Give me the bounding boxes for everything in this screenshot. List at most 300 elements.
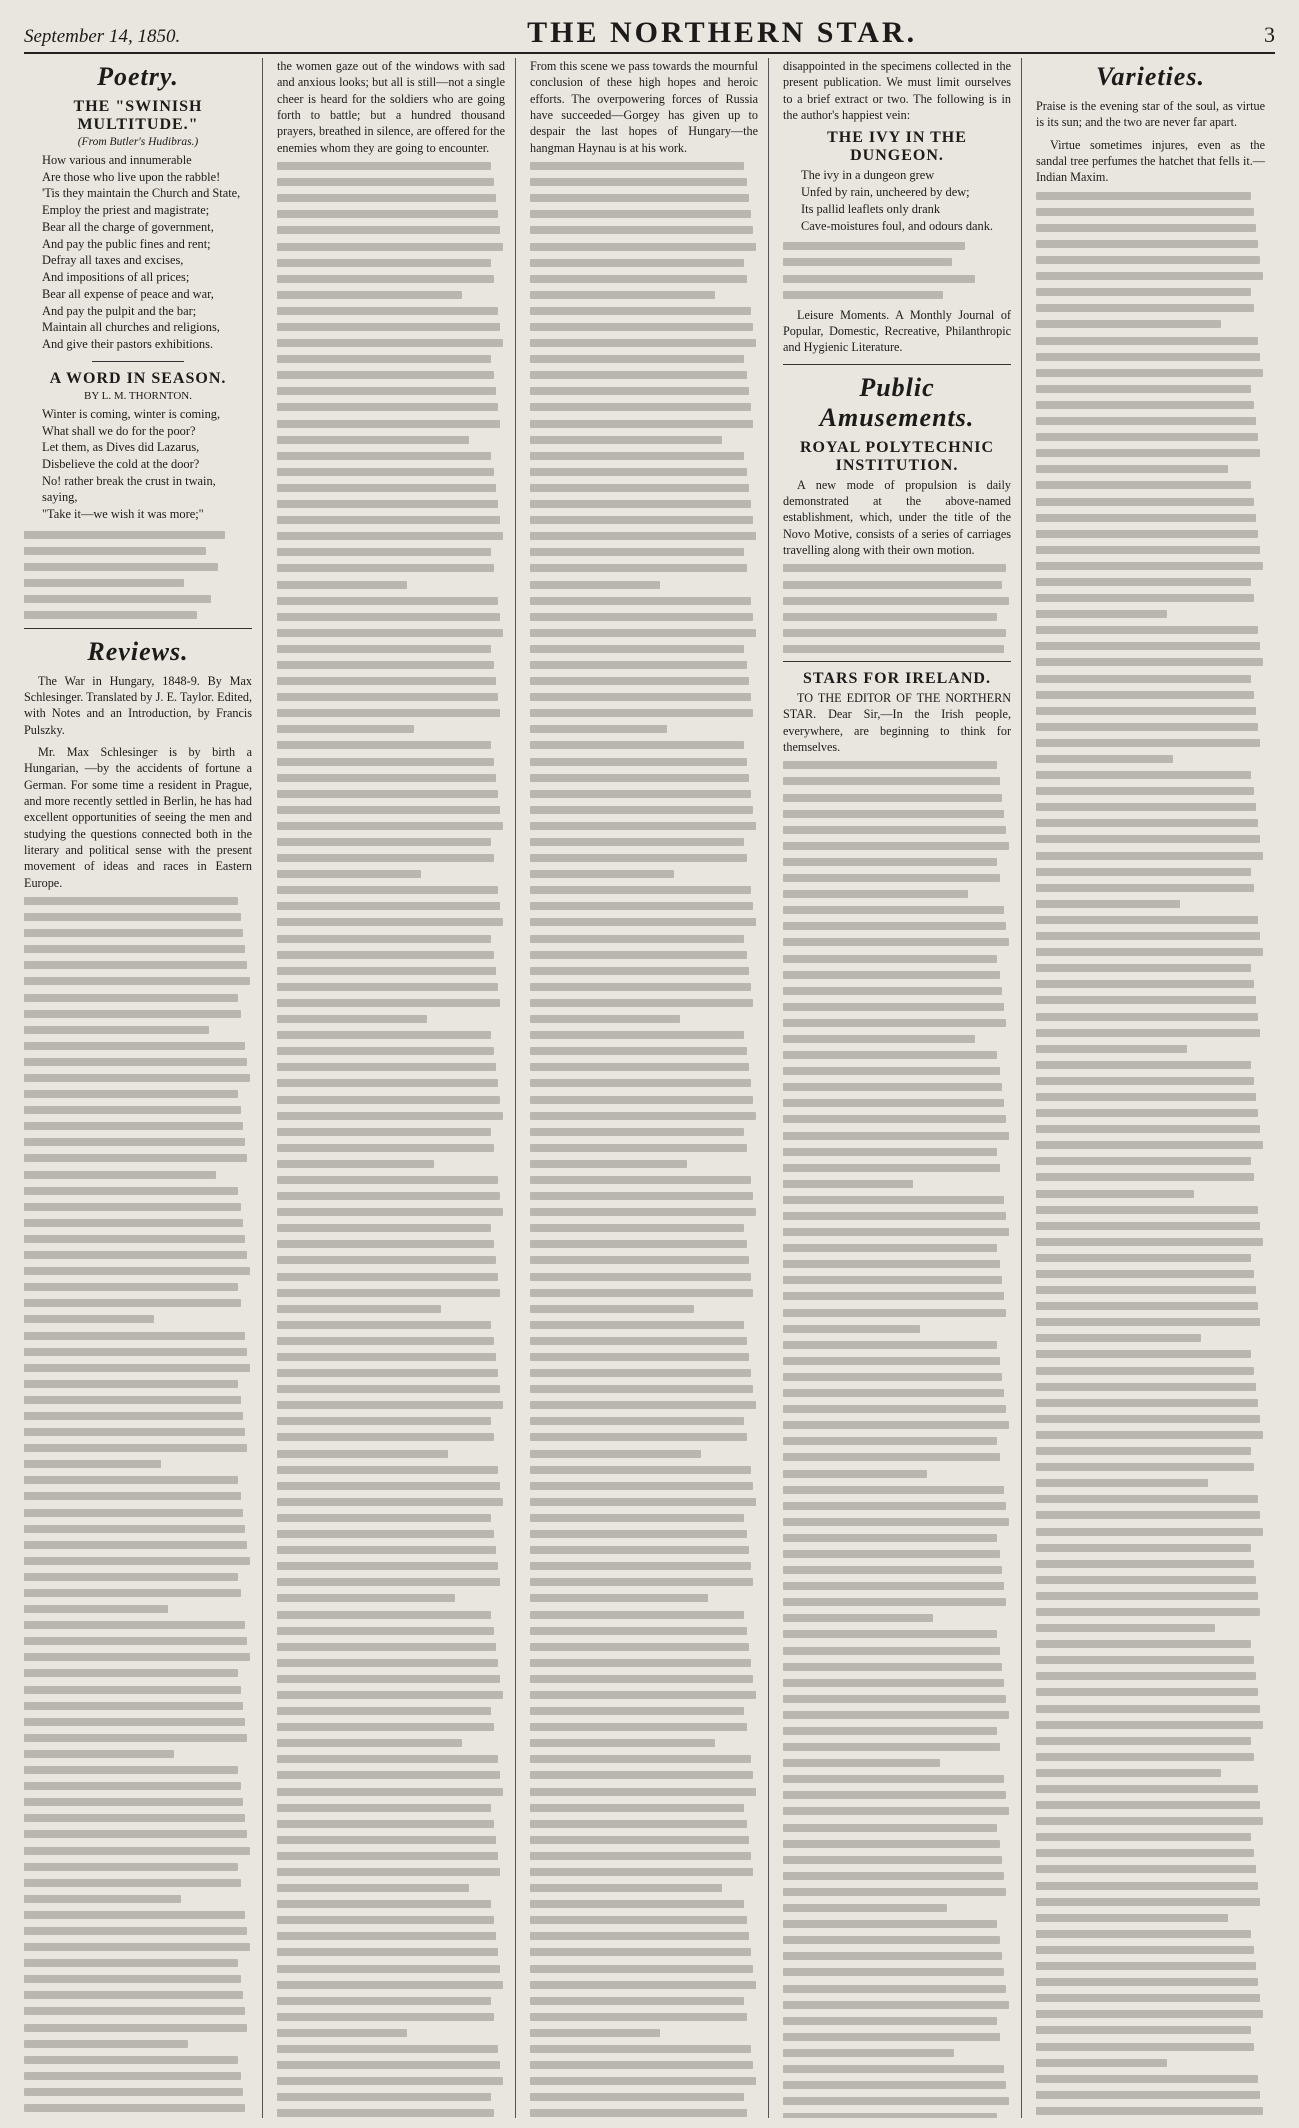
poem-source: (From Butler's Hudibras.) xyxy=(77,136,199,148)
text-line xyxy=(277,275,494,283)
text-line xyxy=(24,1235,245,1243)
text-line xyxy=(277,1884,469,1892)
text-line xyxy=(530,1755,751,1763)
text-line xyxy=(24,1058,247,1066)
poem-body: Winter is coming, winter is coming, What shall we do for the poor? Let them, as Dives did Lazarus, Disbelieve the cold at the door? No! rather break the crust in twain, saying, "Take it—we wish it was more;" xyxy=(42,406,221,522)
text-line xyxy=(277,597,498,605)
text-line xyxy=(1036,1833,1251,1841)
text-line xyxy=(783,1228,1009,1236)
text-line xyxy=(530,1562,751,1570)
text-line xyxy=(24,1396,241,1404)
text-line xyxy=(530,1337,747,1345)
text-line xyxy=(277,918,503,926)
text-line xyxy=(530,355,744,363)
text-line xyxy=(1036,1688,1258,1696)
text-line xyxy=(277,1691,503,1699)
text-line xyxy=(783,1759,940,1767)
text-line xyxy=(277,1965,500,1973)
text-line xyxy=(783,1212,1006,1220)
text-line xyxy=(24,1364,250,1372)
text-line xyxy=(530,243,756,251)
text-line xyxy=(24,2007,245,2015)
text-line xyxy=(277,1353,496,1361)
text-line xyxy=(530,1482,753,1490)
text-line xyxy=(277,758,494,766)
text-line xyxy=(1036,723,1258,731)
text-line xyxy=(277,1611,491,1619)
letter-body: TO THE EDITOR OF THE NORTHERN STAR. Dear Sir,—In the Irish people, everywhere, are beginning to think for themselves. xyxy=(783,691,1011,755)
text-line xyxy=(1036,433,1258,441)
text-line xyxy=(530,1965,753,1973)
text-line xyxy=(277,1063,496,1071)
text-line xyxy=(277,1321,491,1329)
text-line xyxy=(277,1739,462,1747)
text-line xyxy=(277,1417,491,1425)
text-line xyxy=(24,1879,241,1887)
text-line xyxy=(783,1985,1006,1993)
text-line xyxy=(783,1872,1004,1880)
text-line xyxy=(530,1868,753,1876)
text-line xyxy=(1036,369,1263,377)
text-line xyxy=(277,1337,494,1345)
text-line xyxy=(530,1932,749,1940)
text-line xyxy=(1036,2091,1260,2099)
text-line xyxy=(1036,385,1251,393)
text-line xyxy=(783,1019,1006,1027)
poem-continued-text xyxy=(783,242,1011,298)
section-heading-varieties: Varieties. xyxy=(1096,62,1205,91)
text-line xyxy=(1036,2043,1254,2051)
text-line xyxy=(530,725,667,733)
text-line xyxy=(277,886,498,894)
text-line xyxy=(277,307,498,315)
text-line xyxy=(530,1514,744,1522)
text-line xyxy=(530,1884,722,1892)
text-line xyxy=(530,709,753,717)
text-line xyxy=(277,1498,503,1506)
text-line xyxy=(530,1031,744,1039)
text-line xyxy=(277,1643,496,1651)
text-line xyxy=(530,967,749,975)
text-line xyxy=(1036,1286,1256,1294)
text-line xyxy=(24,1943,250,1951)
text-line xyxy=(783,1647,1000,1655)
text-line xyxy=(530,1385,753,1393)
text-line xyxy=(1036,1431,1263,1439)
text-line xyxy=(277,1160,434,1168)
text-line xyxy=(277,1948,498,1956)
article-body: the women gaze out of the windows with sad and anxious looks; but all is still—not a single cheer is heard for the soldiers who are going forth to battle; but a hundred thousand prayers, breathed in silence, are offered for the enemies whom they are going to encounter. xyxy=(277,59,505,155)
text-line xyxy=(1036,562,1263,570)
text-line xyxy=(1036,1785,1258,1793)
text-line xyxy=(783,1132,1009,1140)
variety-item: Virtue sometimes injures, even as the sandal tree perfumes the hatchet that fells it.—Indian Maxim. xyxy=(1036,137,1265,185)
text-line xyxy=(277,1096,500,1104)
text-line xyxy=(530,758,747,766)
text-line xyxy=(277,902,500,910)
text-line xyxy=(277,2045,498,2053)
text-line xyxy=(1036,1946,1254,1954)
text-line xyxy=(24,1348,247,1356)
text-line xyxy=(277,178,494,186)
text-line xyxy=(1036,1721,1263,1729)
text-line xyxy=(24,2024,247,2032)
divider xyxy=(92,361,183,362)
text-line xyxy=(783,906,1004,914)
text-line xyxy=(277,1868,500,1876)
text-line xyxy=(783,1083,1002,1091)
text-line xyxy=(24,1798,243,1806)
text-line xyxy=(24,1315,154,1323)
variety-item: Praise is the evening star of the soul, as virtue is its sun; and the two are never far apart. xyxy=(1036,99,1265,130)
text-line xyxy=(1036,1930,1251,1938)
text-line xyxy=(783,826,1006,834)
text-line xyxy=(24,1444,247,1452)
issue-date: September 14, 1850. xyxy=(24,26,181,47)
text-line xyxy=(530,323,753,331)
text-line xyxy=(530,1208,756,1216)
text-line xyxy=(24,1621,245,1629)
text-line xyxy=(783,1791,1006,1799)
text-line xyxy=(1036,530,1258,538)
text-line xyxy=(783,1421,1009,1429)
text-line xyxy=(24,1959,238,1967)
text-line xyxy=(1036,1318,1260,1326)
section-heading-public-amusements: Public Amusements. xyxy=(819,372,975,432)
text-line xyxy=(277,2013,494,2021)
column-2 xyxy=(277,58,516,2118)
text-line xyxy=(24,1605,168,1613)
text-line xyxy=(1036,658,1263,666)
text-line xyxy=(530,741,744,749)
text-line xyxy=(1036,2107,1263,2115)
text-line xyxy=(1036,1399,1258,1407)
review-body: disappointed in the specimens collected in the present publication. We must limit ourselves to a brief extract or two. The following is in the author's happiest vein: xyxy=(783,59,1011,123)
text-line xyxy=(783,1775,1004,1783)
text-line xyxy=(277,677,496,685)
text-line xyxy=(530,1852,751,1860)
text-line xyxy=(1036,1447,1251,1455)
columns xyxy=(24,58,1275,2118)
text-line xyxy=(783,1920,997,1928)
text-line xyxy=(1036,787,1254,795)
text-line xyxy=(530,838,744,846)
review-body: Mr. Max Schlesinger is by birth a Hungarian, —by the accidents of fortune a German. For some time a resident in Prague, and more recently settled in Berlin, he has had excellent opportunities of seeing the men and studying the questions connected both in the literary and political sense with the present movement of ideas and races in Eastern Europe. xyxy=(24,744,252,890)
text-line xyxy=(530,1289,753,1297)
text-line xyxy=(783,1840,1000,1848)
text-line xyxy=(530,291,715,299)
text-line xyxy=(530,1224,744,1232)
text-line xyxy=(24,897,238,905)
text-line xyxy=(277,1224,491,1232)
text-line xyxy=(530,935,744,943)
text-line xyxy=(783,1453,1000,1461)
text-line xyxy=(24,2104,245,2112)
text-line xyxy=(1036,835,1260,843)
text-line xyxy=(24,1106,241,1114)
text-line xyxy=(1036,1495,1258,1503)
text-line xyxy=(783,1582,1004,1590)
text-line xyxy=(277,1820,494,1828)
text-line xyxy=(1036,852,1263,860)
text-line xyxy=(277,194,496,202)
text-line xyxy=(1036,1077,1254,1085)
text-line xyxy=(783,1695,1006,1703)
text-line xyxy=(1036,481,1251,489)
text-line xyxy=(530,983,751,991)
text-line xyxy=(277,226,500,234)
text-line xyxy=(24,1074,250,1082)
text-line xyxy=(277,1997,491,2005)
text-line xyxy=(530,886,751,894)
text-line xyxy=(530,178,747,186)
text-line xyxy=(1036,1254,1251,1262)
text-line xyxy=(24,1766,238,1774)
text-line xyxy=(783,1598,1006,1606)
text-line xyxy=(1036,546,1260,554)
text-line xyxy=(1036,224,1256,232)
text-line xyxy=(783,1936,1000,1944)
text-line xyxy=(277,1530,494,1538)
text-line xyxy=(783,2049,954,2057)
poem-title: A WORD IN SEASON. xyxy=(49,369,227,387)
text-line xyxy=(1036,1206,1258,1214)
text-line xyxy=(1036,1238,1263,1246)
text-line xyxy=(530,1079,751,1087)
text-line xyxy=(277,291,462,299)
text-line xyxy=(783,1164,1000,1172)
text-line xyxy=(277,1723,494,1731)
text-line xyxy=(1036,1962,1256,1970)
text-line xyxy=(1036,1898,1260,1906)
text-line xyxy=(277,1482,500,1490)
text-line xyxy=(530,1723,747,1731)
text-line xyxy=(783,1614,933,1622)
text-line xyxy=(1036,707,1256,715)
text-line xyxy=(24,1525,245,1533)
text-line xyxy=(1036,1157,1251,1165)
text-line xyxy=(1036,1737,1251,1745)
text-line xyxy=(1036,626,1258,634)
text-line xyxy=(783,858,997,866)
text-line xyxy=(783,1518,1009,1526)
text-line xyxy=(1036,1817,1263,1825)
text-line xyxy=(1036,1528,1263,1536)
text-line xyxy=(530,1144,747,1152)
text-line xyxy=(277,1627,494,1635)
text-line xyxy=(24,1332,245,1340)
text-line xyxy=(783,810,1004,818)
text-line xyxy=(1036,691,1254,699)
text-line xyxy=(530,661,747,669)
text-line xyxy=(277,1047,494,1055)
text-line xyxy=(277,1675,500,1683)
article-continued-text xyxy=(530,162,758,2118)
text-line xyxy=(783,1099,1004,1107)
text-line xyxy=(277,2077,503,2085)
text-line xyxy=(277,1450,448,1458)
text-line xyxy=(277,1932,496,1940)
text-line xyxy=(1036,272,1263,280)
text-line xyxy=(530,822,756,830)
text-line xyxy=(24,929,243,937)
text-line xyxy=(24,1090,238,1098)
text-line xyxy=(530,420,753,428)
text-line xyxy=(24,1283,238,1291)
text-line xyxy=(530,790,751,798)
text-line xyxy=(530,564,747,572)
text-line xyxy=(530,2045,751,2053)
text-line xyxy=(1036,1383,1256,1391)
text-line xyxy=(783,1470,927,1478)
text-line xyxy=(783,987,1002,995)
text-line xyxy=(1036,1061,1251,1069)
text-line xyxy=(277,162,491,170)
text-line xyxy=(783,1534,997,1542)
text-line xyxy=(277,1514,491,1522)
text-line xyxy=(277,1240,494,1248)
text-line xyxy=(1036,449,1260,457)
text-line xyxy=(783,1952,1002,1960)
column-4 xyxy=(783,58,1022,2118)
text-line xyxy=(783,1550,1000,1558)
text-line xyxy=(1036,996,1256,1004)
text-line xyxy=(24,2056,238,2064)
text-line xyxy=(783,1566,1002,1574)
text-line xyxy=(277,1289,500,1297)
divider xyxy=(783,661,1011,662)
text-line xyxy=(277,1208,503,1216)
text-line xyxy=(24,1187,238,1195)
text-line xyxy=(1036,980,1254,988)
text-line xyxy=(277,243,503,251)
text-line xyxy=(783,1196,1004,1204)
text-line xyxy=(530,371,747,379)
text-line xyxy=(530,1112,756,1120)
text-line xyxy=(530,2093,744,2101)
text-line xyxy=(1036,578,1251,586)
varieties-continued-text xyxy=(1036,192,1265,2118)
text-line xyxy=(530,1128,744,1136)
text-line xyxy=(277,1594,455,1602)
text-line xyxy=(24,1267,250,1275)
section-heading-reviews: Reviews. xyxy=(87,636,189,666)
text-line xyxy=(783,1373,1002,1381)
text-line xyxy=(277,516,500,524)
text-line xyxy=(530,1530,747,1538)
text-line xyxy=(277,1466,498,1474)
text-line xyxy=(783,2113,997,2118)
text-line xyxy=(24,1380,238,1388)
text-line xyxy=(530,1096,753,1104)
poem-continued-text xyxy=(24,531,252,619)
text-line xyxy=(277,822,503,830)
text-line xyxy=(530,307,751,315)
text-line xyxy=(1036,1849,1254,1857)
text-line xyxy=(530,581,660,589)
text-line xyxy=(783,1807,1009,1815)
text-line xyxy=(24,1669,238,1677)
text-line xyxy=(530,1240,747,1248)
text-line xyxy=(1036,1511,1260,1519)
text-line xyxy=(277,725,414,733)
text-line xyxy=(277,1916,494,1924)
text-line xyxy=(530,452,744,460)
text-line xyxy=(530,1820,747,1828)
text-line xyxy=(530,2077,756,2085)
text-line xyxy=(783,1502,1006,1510)
text-line xyxy=(1036,288,1251,296)
text-line xyxy=(1036,819,1258,827)
text-line xyxy=(783,1904,947,1912)
text-line xyxy=(277,1788,503,1796)
text-line xyxy=(277,581,407,589)
text-line xyxy=(24,1557,250,1565)
text-line xyxy=(1036,1013,1258,1021)
text-line xyxy=(277,1015,427,1023)
text-line xyxy=(277,1305,441,1313)
text-line xyxy=(277,613,500,621)
text-line xyxy=(530,629,756,637)
masthead xyxy=(24,6,1275,54)
text-line xyxy=(1036,401,1254,409)
text-line xyxy=(1036,916,1258,924)
text-line xyxy=(530,1611,744,1619)
text-line xyxy=(277,452,491,460)
text-line xyxy=(277,259,491,267)
text-line xyxy=(277,1128,491,1136)
text-line xyxy=(277,1562,498,1570)
text-line xyxy=(1036,1302,1258,1310)
text-line xyxy=(530,226,753,234)
text-line xyxy=(1036,755,1173,763)
text-line xyxy=(783,1148,997,1156)
text-line xyxy=(783,1309,1006,1317)
text-line xyxy=(1036,1350,1251,1358)
text-line xyxy=(783,1389,1004,1397)
text-line xyxy=(530,1417,744,1425)
text-line xyxy=(277,1273,498,1281)
text-line xyxy=(277,1852,498,1860)
text-line xyxy=(1036,320,1221,328)
text-line xyxy=(277,564,494,572)
text-line xyxy=(24,1686,241,1694)
text-line xyxy=(530,999,753,1007)
text-line xyxy=(530,1900,744,1908)
text-line xyxy=(530,403,751,411)
section-heading-poetry: Poetry. xyxy=(97,62,179,91)
text-line xyxy=(1036,868,1251,876)
poem-body: How various and innumerable Are those who live upon the rabble! 'Tis they maintain the Church and State, Employ the priest and magistrate; Bear all the charge of government, And pay the public fines and rent; Defray all taxes and excises, And impositions of all prices; Bear all expense of peace and war, And pay the pulpit and the bar; Maintain all churches and religions, And give their pastors exhibitions. xyxy=(42,153,241,352)
text-line xyxy=(1036,594,1254,602)
text-line xyxy=(783,2097,1009,2105)
text-line xyxy=(530,677,749,685)
text-line xyxy=(530,693,751,701)
text-line xyxy=(277,806,500,814)
text-line xyxy=(24,1138,245,1146)
text-line xyxy=(530,1948,751,1956)
text-line xyxy=(530,774,749,782)
text-line xyxy=(1036,208,1254,216)
text-line xyxy=(530,1707,744,1715)
text-line xyxy=(530,1643,749,1651)
column-5 xyxy=(1036,58,1275,2118)
text-line xyxy=(277,1369,498,1377)
text-line xyxy=(530,1273,751,1281)
text-line xyxy=(783,874,1000,882)
text-line xyxy=(277,774,496,782)
text-line xyxy=(1036,1608,1260,1616)
